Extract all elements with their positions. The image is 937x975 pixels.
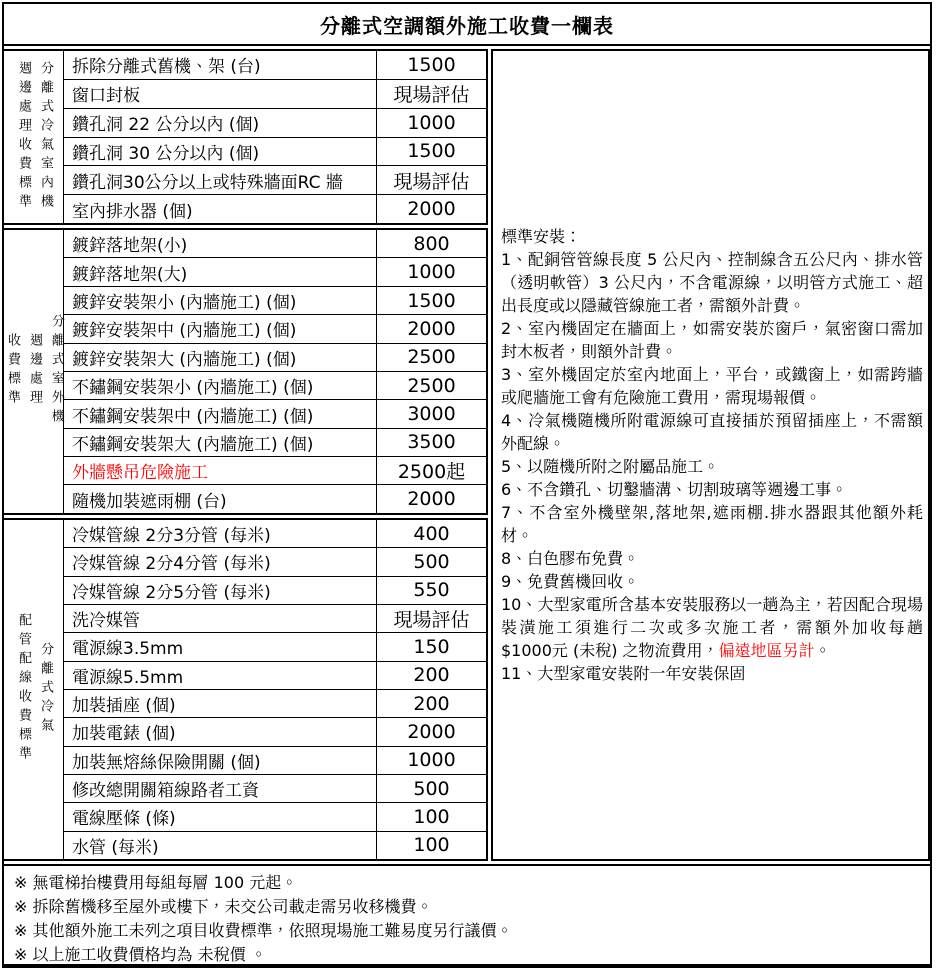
note-text: 10、大型家電所含基本安裝服務以一趟為主，若因配合現場裝潢施工須進行二次或多次施工者，需額外加收每趟 $1000元 (未稅) 之物流費用， xyxy=(501,595,923,660)
item-price: 1000 xyxy=(376,109,486,137)
note-item-6: 6、不含鑽孔、切鑿牆溝、切割玻璃等週邊工事。 xyxy=(501,480,848,499)
table-row xyxy=(64,428,486,456)
item-price: 2000 xyxy=(376,315,486,342)
page-title: 分離式空調額外施工收費一欄表 xyxy=(4,4,930,46)
item-price: 100 xyxy=(376,832,486,859)
footnote-1: ※ 無電梯抬樓費用每組每層 100 元起。 xyxy=(14,873,298,892)
item-name: 不鏽鋼安裝架小 (內牆施工) (個) xyxy=(72,378,314,399)
note-item-11: 11、大型家電安裝附一年安裝保固 xyxy=(501,664,746,683)
item-name: 室內排水器 (個) xyxy=(72,201,193,222)
notes-heading: 標準安裝： xyxy=(501,227,582,246)
note-text: 。 xyxy=(814,641,831,660)
note-item-5: 5、以隨機所附之附屬品施工。 xyxy=(501,457,720,476)
section-label-column: 週邊處理 xyxy=(26,333,42,410)
item-price: 2500 xyxy=(376,344,486,371)
item-price: 1000 xyxy=(376,258,486,285)
item-name: 鍍鋅落地架(小) xyxy=(72,236,188,257)
section-label-column: 收費標準 xyxy=(5,333,21,410)
fee-sections xyxy=(4,49,488,861)
footnote-4: ※ 以上施工收費價格均為 未稅價 。 xyxy=(14,945,267,964)
footnote-3: ※ 其他額外施工未列之項目收費標準，依照現場施工難易度另行議價。 xyxy=(14,921,513,940)
section-label-column: 分離式冷氣室內機 xyxy=(37,61,53,214)
item-price: 800 xyxy=(376,230,486,257)
table-row xyxy=(64,343,486,371)
item-name: 電源線3.5mm xyxy=(72,639,184,660)
note-item-9: 9、免費舊機回收。 xyxy=(501,572,640,591)
note-item-2: 2、室內機固定在牆面上，如需安裝於窗戶，氣密窗口需加封木板者，則額外計費。 xyxy=(501,319,923,361)
item-name: 電線壓條 (條) xyxy=(72,809,176,830)
footnote-2: ※ 拆除舊機移至屋外或樓下，未交公司載走需另收移機費。 xyxy=(14,897,433,916)
section-label-column: 分離式冷氣 xyxy=(37,641,53,737)
item-name: 水管 (每米) xyxy=(72,837,159,858)
item-name: 鑽孔洞30公分以上或特殊牆面RC 牆 xyxy=(72,172,343,193)
table-row xyxy=(64,399,486,427)
item-price: 100 xyxy=(376,803,486,830)
item-name: 冷媒管線 2分3分管 (每米) xyxy=(72,526,271,547)
item-price: 3500 xyxy=(376,429,486,456)
table-row xyxy=(64,746,486,774)
section-rows xyxy=(64,51,486,223)
item-price: 1500 xyxy=(376,287,486,314)
table-row xyxy=(64,689,486,717)
table-row xyxy=(64,661,486,689)
note-red-highlight: 偏遠地區另計 xyxy=(718,641,815,660)
item-price: 150 xyxy=(376,633,486,660)
item-name: 洗冷媒管 xyxy=(72,611,140,632)
section-label-column: 週邊處理收費標準 xyxy=(16,61,31,214)
item-name: 不鏽鋼安裝架大 (內牆施工) (個) xyxy=(72,434,314,455)
item-name: 不鏽鋼安裝架中 (內牆施工) (個) xyxy=(72,406,314,427)
section-rows xyxy=(64,520,486,859)
item-price: 2000 xyxy=(376,718,486,745)
item-price: 2500起 xyxy=(376,457,486,484)
standard-installation-notes xyxy=(491,49,930,861)
item-price: 2000 xyxy=(376,485,486,512)
note-item-1: 1、配銅管管線長度 5 公尺內、控制線含五公尺內、排水管（透明軟管）3 公尺內，不含電源線，以明管方式施工、超出長度或以隱藏管線施工者，需額外計費。 xyxy=(501,250,923,315)
fee-section-3 xyxy=(4,518,488,861)
item-price: 現場評估 xyxy=(376,605,486,632)
item-price: 200 xyxy=(376,662,486,689)
item-name: 拆除分離式舊機、架 (台) xyxy=(72,57,261,78)
section-label-column: 分離式室外機 xyxy=(48,314,64,429)
table-row xyxy=(64,257,486,285)
item-name: 鍍鋅落地架(大) xyxy=(72,264,188,285)
item-price: 現場評估 xyxy=(376,80,486,108)
table-row xyxy=(64,286,486,314)
table-row xyxy=(64,230,486,257)
item-name: 窗口封板 xyxy=(72,86,140,107)
item-name: 鑽孔洞 22 公分以內 (個) xyxy=(72,115,260,136)
table-row xyxy=(64,831,486,859)
item-price: 200 xyxy=(376,690,486,717)
item-price: 現場評估 xyxy=(376,166,486,194)
fee-table-sheet xyxy=(2,2,932,968)
table-row xyxy=(64,717,486,745)
item-price: 400 xyxy=(376,520,486,547)
item-name: 加裝插座 (個) xyxy=(72,696,176,717)
item-name: 電源線5.5mm xyxy=(72,667,184,688)
item-name: 冷媒管線 2分4分管 (每米) xyxy=(72,554,271,575)
item-name: 隨機加裝遮雨棚 (台) xyxy=(72,491,227,512)
item-price: 3000 xyxy=(376,400,486,427)
section-label-column: 配管配線收費標準 xyxy=(16,613,31,766)
table-row xyxy=(64,632,486,660)
table-row xyxy=(64,802,486,830)
table-row xyxy=(64,108,486,137)
item-price: 1500 xyxy=(376,138,486,166)
table-row xyxy=(64,456,486,484)
section-label xyxy=(4,230,64,513)
item-price: 500 xyxy=(376,775,486,802)
table-row xyxy=(64,137,486,166)
item-name: 鍍鋅安裝架中 (內牆施工) (個) xyxy=(72,321,297,342)
notes-body xyxy=(501,225,923,685)
table-row xyxy=(64,576,486,604)
item-price: 2500 xyxy=(376,372,486,399)
footnotes-body xyxy=(14,871,922,967)
table-row xyxy=(64,520,486,547)
item-name: 加裝無熔絲保險開關 (個) xyxy=(72,752,261,773)
section-rows xyxy=(64,230,486,513)
table-row xyxy=(64,51,486,79)
section-label xyxy=(4,51,64,223)
note-item-10 xyxy=(501,593,923,662)
item-name: 鍍鋅安裝架大 (內牆施工) (個) xyxy=(72,349,297,370)
item-price: 2000 xyxy=(376,195,486,223)
section-label xyxy=(4,520,64,859)
item-name: 加裝電錶 (個) xyxy=(72,724,176,745)
item-price: 1500 xyxy=(376,51,486,79)
fee-section-1 xyxy=(4,49,488,225)
note-item-8: 8、白色膠布免費。 xyxy=(501,549,640,568)
item-price: 1000 xyxy=(376,747,486,774)
item-name: 修改總開關箱線路者工資 xyxy=(72,781,259,802)
table-row xyxy=(64,79,486,108)
table-row xyxy=(64,194,486,223)
footnotes xyxy=(4,864,930,966)
table-row xyxy=(64,774,486,802)
table-row xyxy=(64,314,486,342)
item-name: 外牆懸吊危險施工 xyxy=(72,463,208,484)
item-price: 550 xyxy=(376,577,486,604)
note-item-7: 7、不含室外機壁架,落地架,遮雨棚.排水器跟其他額外耗材。 xyxy=(501,503,923,545)
item-name: 鍍鋅安裝架小 (內牆施工) (個) xyxy=(72,293,297,314)
table-row xyxy=(64,371,486,399)
table-row xyxy=(64,604,486,632)
note-item-4: 4、冷氣機隨機所附電源線可直接插於預留插座上，不需額外配線。 xyxy=(501,411,923,453)
table-row xyxy=(64,165,486,194)
table-row xyxy=(64,547,486,575)
item-price: 500 xyxy=(376,548,486,575)
item-name: 鑽孔洞 30 公分以內 (個) xyxy=(72,143,260,164)
item-name: 冷媒管線 2分5分管 (每米) xyxy=(72,582,271,603)
table-row xyxy=(64,484,486,512)
fee-section-2 xyxy=(4,228,488,515)
note-item-3: 3、室外機固定於室內地面上，平台，或鐵窗上，如需跨牆或爬牆施工會有危險施工費用，需現場報價。 xyxy=(501,365,923,407)
